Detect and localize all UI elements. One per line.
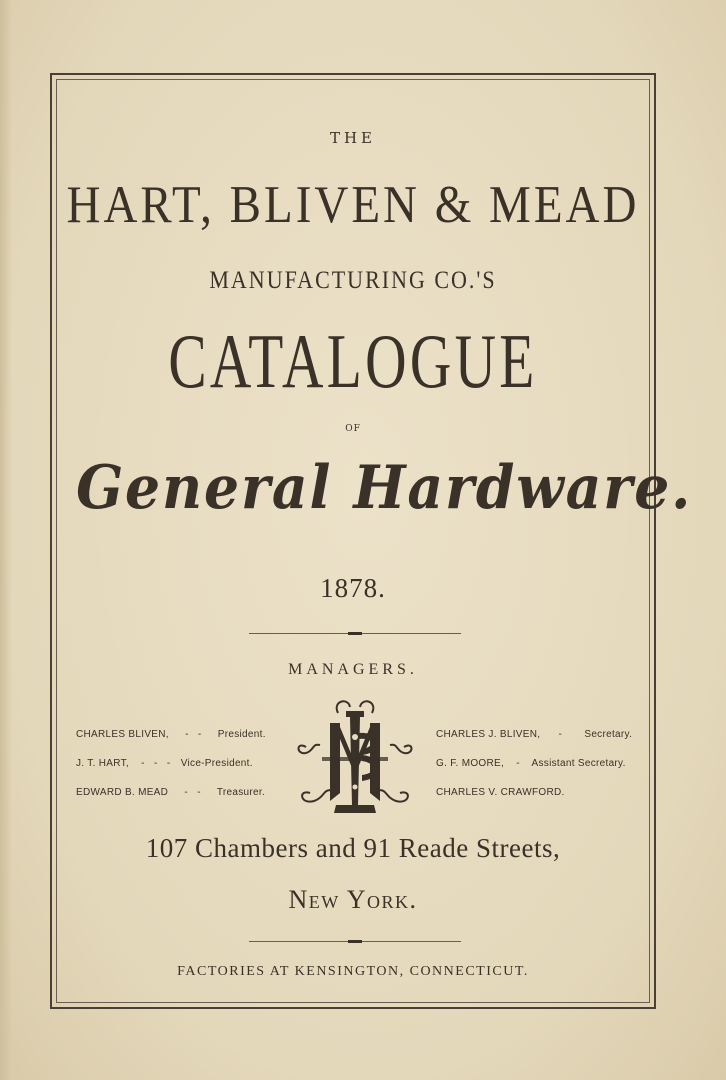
managers-heading: MANAGERS. (288, 661, 418, 678)
officer-title: Secretary. (584, 729, 633, 740)
officer-title: President. (217, 729, 266, 740)
officer-title: Vice-President. (180, 758, 253, 769)
officer-title: Assistant Secretary. (531, 758, 626, 769)
officer-left-1 (76, 729, 266, 740)
officer-right-1 (436, 729, 632, 740)
officer-name: G. F. MOORE, (436, 758, 505, 769)
officer-name: CHARLES V. CRAWFORD. (436, 787, 565, 798)
general-hardware-title: General Hardware. (76, 453, 693, 523)
officer-name: EDWARD B. MEAD (76, 787, 169, 798)
factories-line: FACTORIES AT KENSINGTON, CONNECTICUT. (177, 964, 529, 979)
officer-name: J. T. HART, (76, 758, 129, 769)
officer-separator: - (516, 758, 520, 769)
city: New York. (288, 885, 418, 914)
officer-right-2 (436, 758, 626, 769)
street-address: 107 Chambers and 91 Reade Streets, (145, 833, 561, 863)
officer-separator: - - - (141, 758, 171, 769)
officer-separator: - - (184, 787, 201, 798)
divider-ornament-bottom (348, 940, 362, 943)
officer-right-3 (436, 787, 565, 798)
page-edge-shadow (0, 0, 12, 1080)
officer-left-3 (76, 787, 265, 798)
catalogue-title: CATALOGUE (168, 320, 538, 405)
officer-separator: - - (185, 729, 202, 740)
divider-ornament-top (348, 632, 362, 635)
hbm-monogram (292, 693, 418, 821)
company-name: HART, BLIVEN & MEAD (66, 176, 640, 235)
title-page-frame (50, 73, 693, 1009)
officer-separator: - (558, 729, 563, 740)
of-word: OF (345, 424, 361, 434)
manufacturing-line: MANUFACTURING CO.'S (209, 265, 497, 294)
officer-name: CHARLES BLIVEN, (76, 729, 169, 740)
officer-left-2 (76, 758, 253, 769)
officer-title: Treasurer. (216, 787, 266, 798)
officer-name: CHARLES J. BLIVEN, (436, 729, 541, 740)
heading-the: THE (329, 129, 377, 147)
year: 1878. (320, 573, 386, 603)
